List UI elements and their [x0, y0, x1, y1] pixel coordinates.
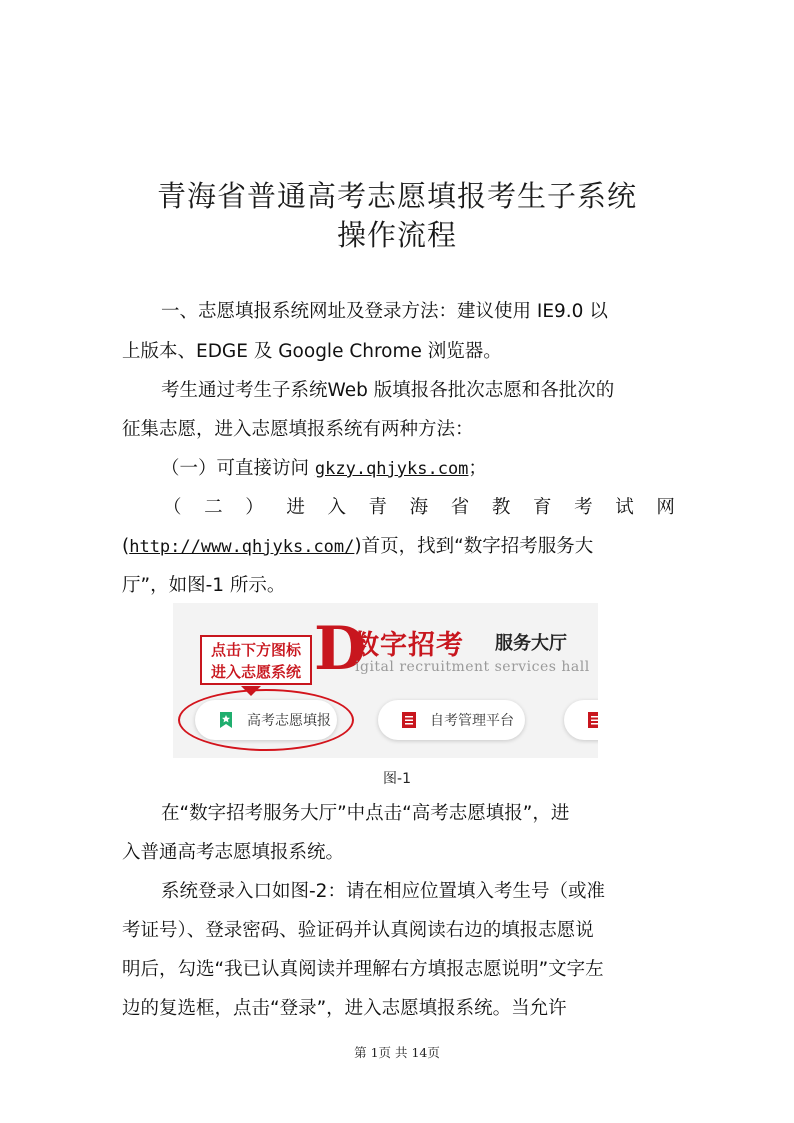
hint-line-1: 点击下方图标 [210, 641, 301, 659]
para-6-line-4: 边的复选框，点击“登录”，进入志愿填报系统。当允许 [122, 998, 567, 1019]
para-6-line-1: 系统登录入口如图-2：请在相应位置填入考生号（或准 [161, 881, 605, 902]
spread-char: 青 [368, 497, 388, 518]
self-exam-platform-label: 自考管理平台 [430, 713, 514, 729]
para-3-prefix: （一）可直接访问 [161, 458, 315, 479]
para-3-suffix: ； [468, 458, 487, 479]
hint-line-2: 进入志愿系统 [210, 663, 301, 681]
document-icon [400, 711, 418, 729]
para-1-line-2: 上版本、EDGE 及 Google Chrome 浏览器。 [122, 341, 502, 362]
figure-caption: 图-1 [383, 771, 411, 787]
spread-char: 入 [327, 497, 346, 518]
para-4-line-1 [163, 493, 675, 523]
spread-char: 育 [532, 497, 552, 518]
para-5-line-2: 入普通高考志愿填报系统。 [122, 842, 345, 863]
logo-letter: D [314, 614, 367, 684]
para-2-line-1: 考生通过考生子系统Web 版填报各批次志愿和各批次的 [161, 380, 615, 401]
self-exam-platform-button[interactable] [378, 700, 525, 740]
spread-char: 海 [409, 497, 429, 518]
spread-char: （ [163, 497, 182, 518]
doc-title-line1: 青海省普通高考志愿填报考生子系统 [156, 179, 637, 213]
para-3 [161, 454, 717, 484]
para-1-line-1: 一、志愿填报系统网址及登录方法：建议使用 IE9.0 以 [161, 301, 608, 322]
exam-site-link[interactable]: http://www.qhjyks.com/ [129, 537, 355, 557]
para-4-open: ( [122, 536, 130, 557]
gaokao-volunteer-label: 高考志愿填报 [247, 713, 331, 729]
spread-char: 网 [656, 497, 675, 518]
spread-char: 教 [491, 497, 511, 518]
para-6-line-3: 明后，勾选“我已认真阅读并理解右方填报志愿说明”文字左 [122, 959, 604, 980]
page-footer: 第 1页 共 14页 [354, 1045, 440, 1060]
document-icon [586, 711, 598, 729]
spread-char: 二 [204, 497, 223, 518]
spread-char: 进 [286, 497, 305, 518]
para-4-line-3: 厅”，如图-1 所示。 [122, 575, 286, 596]
brand-english: igital recruitment services hall [355, 659, 590, 675]
highlight-ellipse [178, 689, 354, 751]
para-2-line-2: 征集志愿，进入志愿填报系统有两种方法： [122, 419, 474, 440]
hint-badge [200, 635, 312, 685]
para-4-line-2 [122, 532, 678, 562]
doc-title-line2: 操作流程 [336, 218, 457, 252]
para-6-line-2: 考证号）、登录密码、验证码并认真阅读右边的填报志愿说 [122, 920, 594, 941]
brand-subtitle: 服务大厅 [495, 633, 567, 654]
spread-char: 考 [574, 497, 593, 518]
brand-title: 数字招考 [352, 630, 464, 661]
figure-service-hall [173, 603, 598, 758]
para-4-rest: )首页，找到“数字招考服务大 [354, 536, 594, 557]
site-link[interactable]: gkzy.qhjyks.com [314, 459, 469, 479]
spread-char: 省 [450, 497, 470, 518]
spread-char: 试 [615, 497, 634, 518]
third-service-button[interactable] [564, 700, 598, 740]
para-5-line-1: 在“数字招考服务大厅”中点击“高考志愿填报”，进 [161, 803, 570, 824]
spread-char: ） [245, 497, 264, 518]
